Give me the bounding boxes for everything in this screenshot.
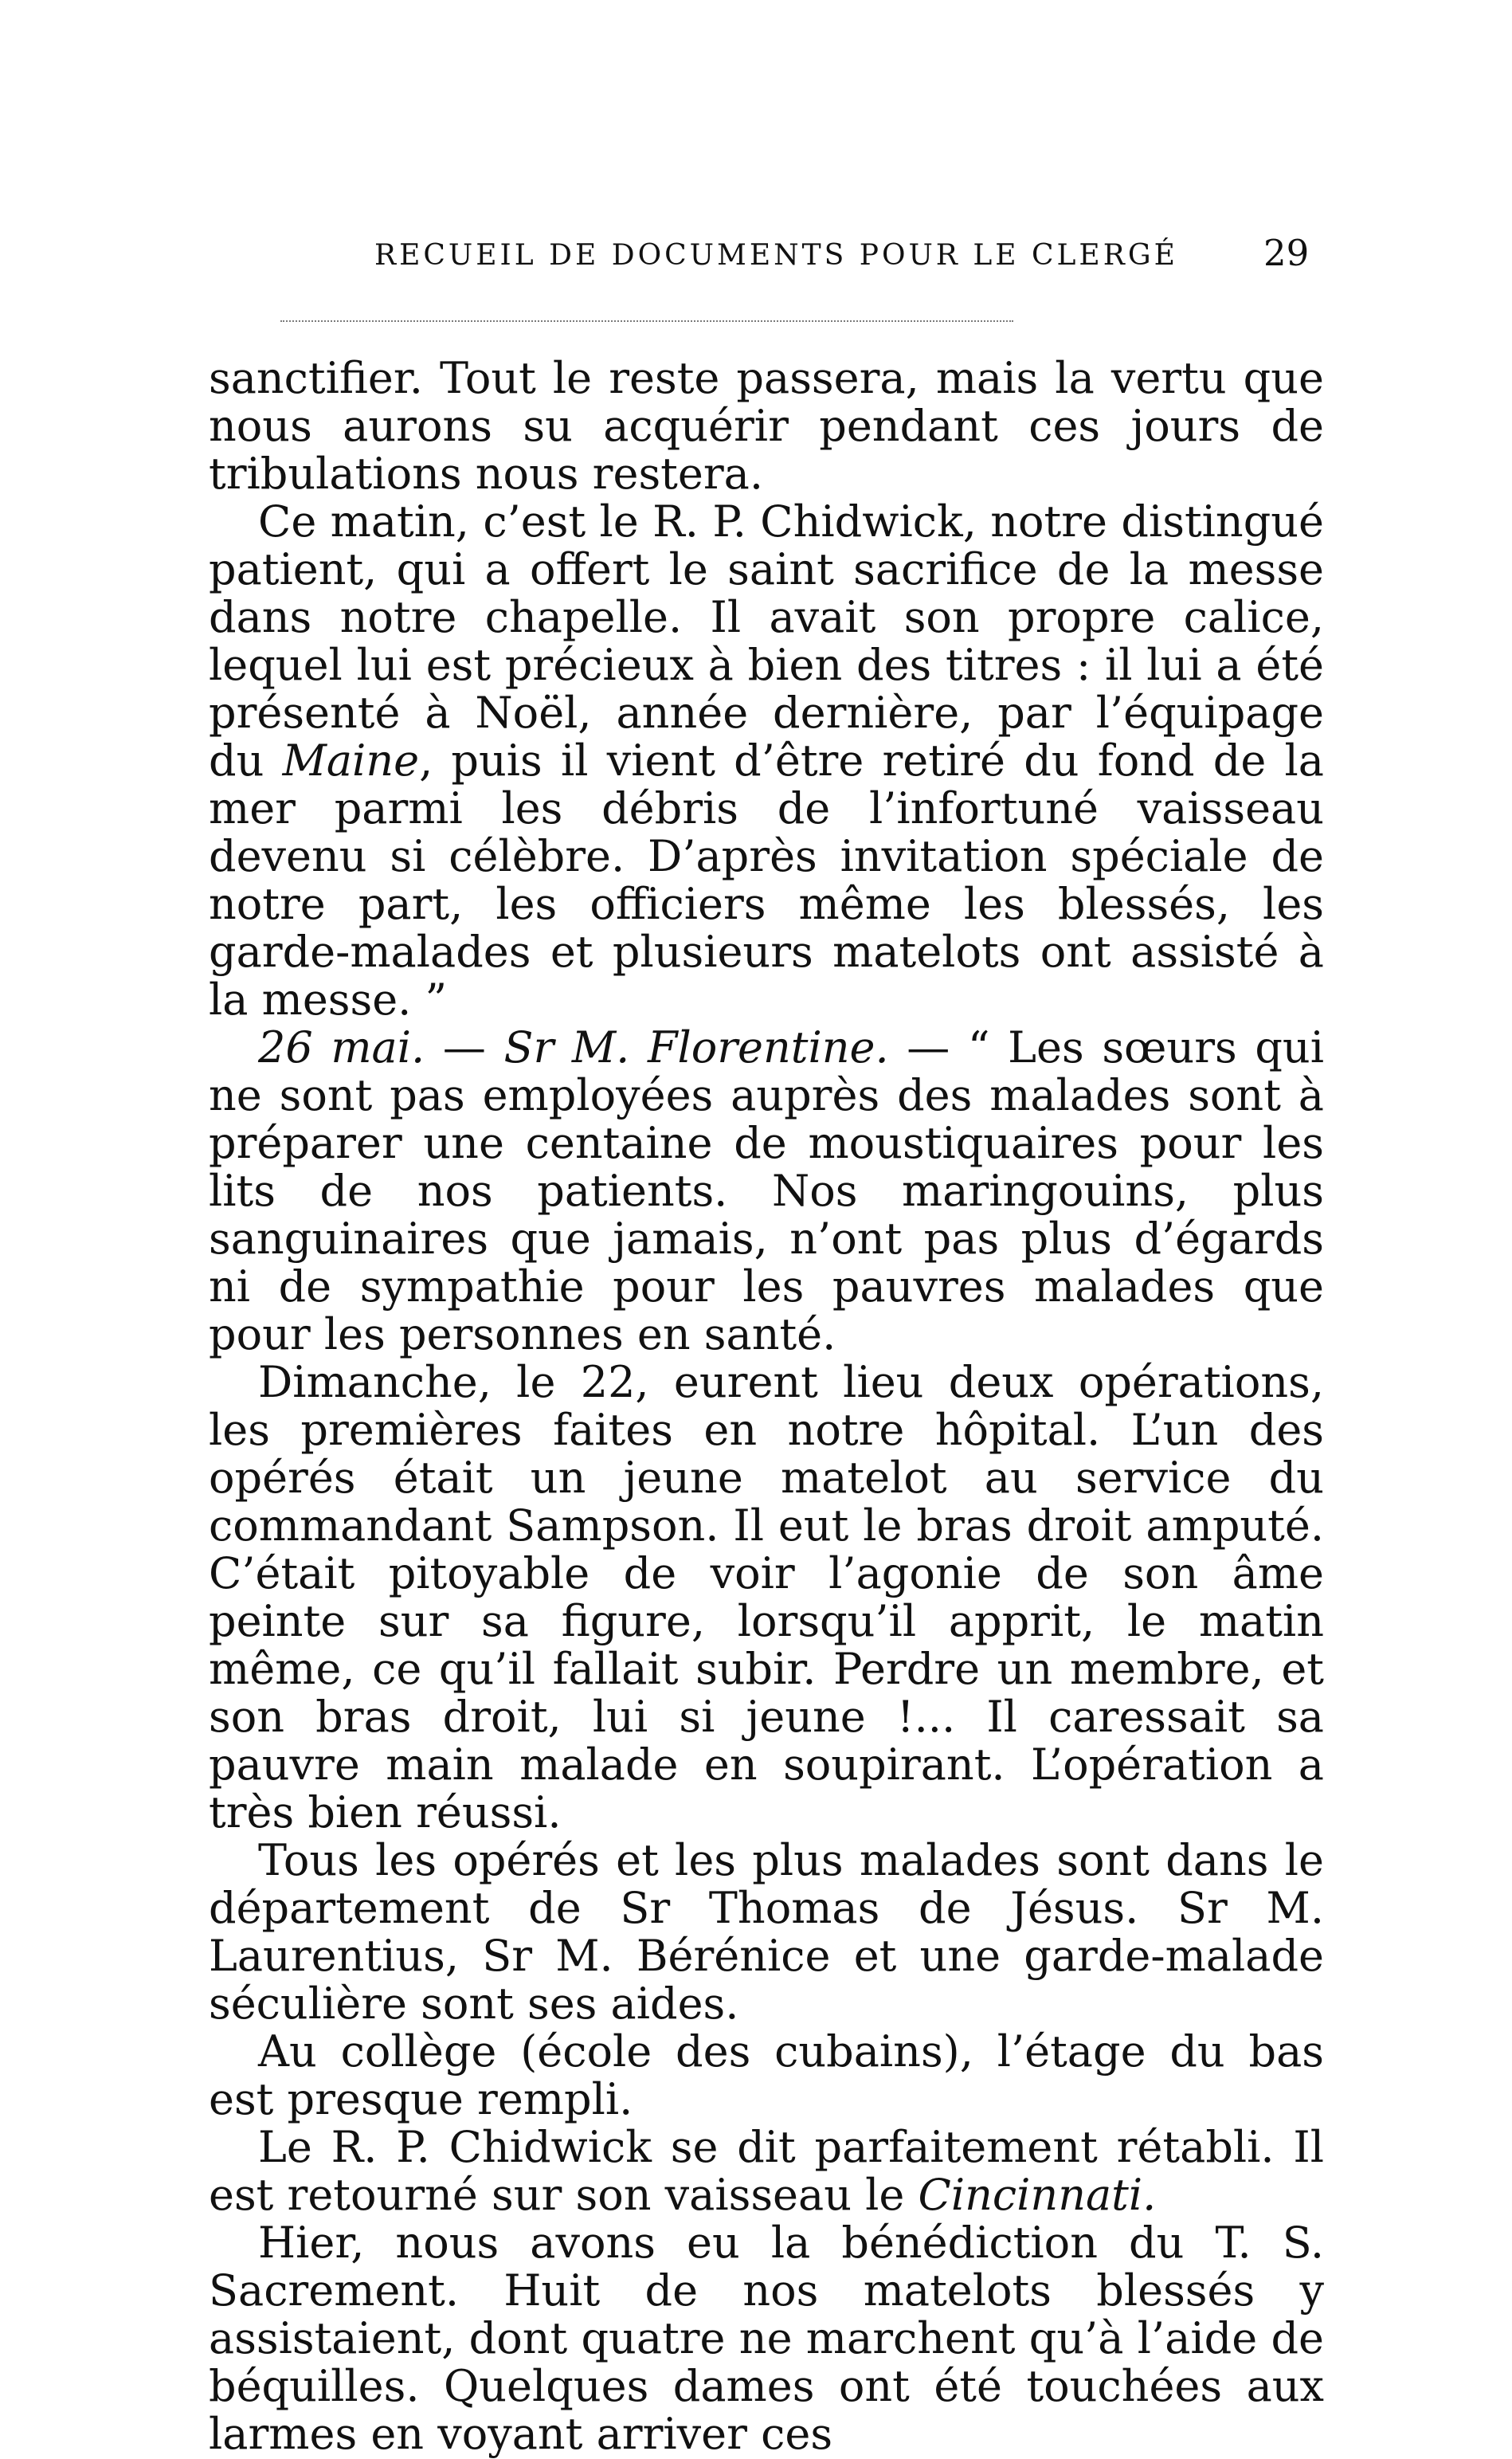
- paragraph-2: [209, 498, 1324, 1024]
- paragraph-2-text-b: , puis il vient d’être retiré du fond de la mer parmi les débris de l’infortuné vaisseau devenu si célèbre. D’après invitation spéciale de notre part, les officiers même les blessés, les garde-malades et plusieurs matelots ont assisté à la messe. ”: [209, 735, 1324, 1025]
- page-number: 29: [1263, 232, 1310, 274]
- paragraph-3: [209, 1024, 1324, 1359]
- entry-dash: —: [425, 1022, 504, 1073]
- ship-name-cincinnati: Cincinnati.: [918, 2170, 1157, 2220]
- paragraph-5: Tous les opérés et les plus malades sont dans le département de Sr Thomas de Jésus. Sr M. Laurentius, Sr M. Bérénice et une garde-malade séculière sont ses aides.: [209, 1835, 1324, 2029]
- paragraph-6: Au collège (école des cubains), l’étage du bas est presque rempli.: [209, 2026, 1324, 2124]
- body-text: [209, 355, 1324, 2458]
- header-rule: [280, 320, 1013, 322]
- paragraph-4: Dimanche, le 22, eurent lieu deux opérations, les premières faites en notre hôpital. L’un des opérés était un jeune matelot au service du commandant Sampson. Il eut le bras droit amputé. C’était pitoyable de voir l’agonie de son âme peinte sur sa figure, lorsqu’il apprit, le matin même, ce qu’il fallait subir. Perdre un membre, et son bras droit, lui si jeune !... Il caressait sa pauvre main malade en soupirant. L’opération a très bien réussi.: [209, 1357, 1324, 1837]
- running-title: RECUEIL DE DOCUMENTS POUR LE CLERGÉ: [374, 239, 1178, 272]
- paragraph-7-text: Le R. P. Chidwick se dit parfaitement rétabli. Il est retourné sur son vaisseau le: [209, 2122, 1324, 2220]
- ship-name-maine: Maine: [282, 735, 420, 786]
- paragraph-2-text-a: Ce matin, c’est le R. P. Chidwick, notre distingué patient, qui a offert le saint sacrifice de la messe dans notre chapelle. Il avait son propre calice, lequel lui est précieux à bien des titres : il lui a été présenté à Noël, année dernière, par l’équipage du: [209, 496, 1324, 786]
- paragraph-3-text: — “ Les sœurs qui ne sont pas employées auprès des malades sont à préparer une centaine de moustiquaires pour les lits de nos patients. Nos maringouins, plus sanguinaires que jamais, n’ont pas plus d’égards ni de sympathie pour les pauvres malades que pour les personnes en santé.: [209, 1022, 1324, 1359]
- paragraph-8: Hier, nous avons eu la bénédiction du T. S. Sacrement. Huit de nos matelots blessés y assistaient, dont quatre ne marchent qu’à l’aide de béquilles. Quelques dames ont été touchées aux larmes en voyant arriver ces: [209, 2218, 1324, 2459]
- paragraph-7: [209, 2124, 1324, 2219]
- entry-date: 26 mai.: [258, 1022, 425, 1073]
- entry-author: Sr M. Florentine.: [503, 1022, 889, 1073]
- paragraph-1: sanctifier. Tout le reste passera, mais la vertu que nous aurons su acquérir pendant ces jours de tribulations nous restera.: [209, 353, 1324, 499]
